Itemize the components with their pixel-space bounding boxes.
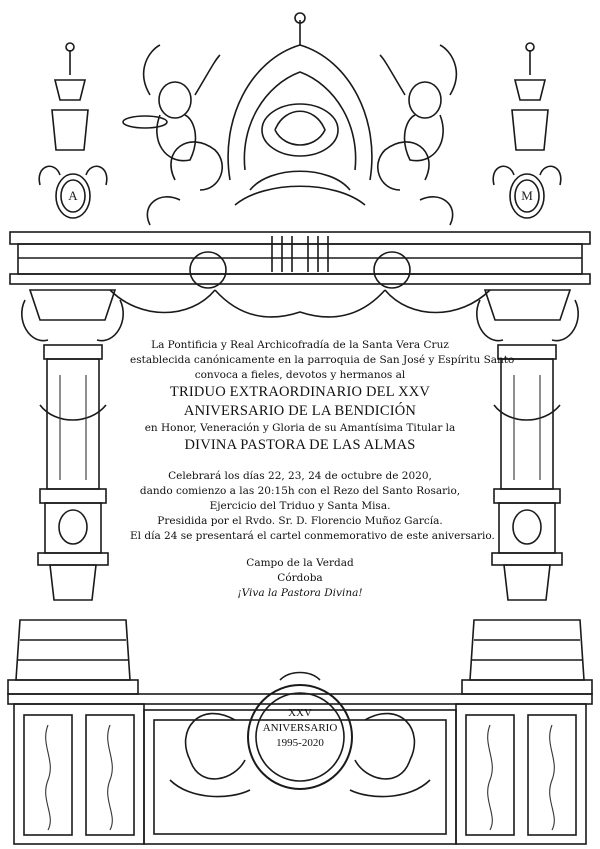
details-line-1: Celebrará los días 22, 23, 24 de octubre de 2020, <box>168 470 432 482</box>
footer-cry: ¡Viva la Pastora Divina! <box>237 587 363 599</box>
details-line-4: Presidida por el Rvdo. Sr. D. Florencio Muñoz García. <box>157 515 443 527</box>
footer-city: Córdoba <box>277 572 323 584</box>
details-line-2: dando comienzo a las 20:15h con el Rezo del Santo Rosario, <box>139 485 461 497</box>
medallion-word: ANIVERSARIO <box>262 722 338 734</box>
details-line-3: Ejercicio del Triduo y Santa Misa. <box>209 500 391 512</box>
details-line-5: El día 24 se presentará el cartel conmemorativo de este aniversario. <box>130 530 495 542</box>
intro-line-3: convoca a fieles, devotos y hermanos al <box>194 369 406 381</box>
medallion-number: XXV <box>288 707 312 719</box>
cartouche-initial-right: M <box>521 188 533 203</box>
intro-line-2: establecida canónicamente en la parroquia de San José y Espíritu Santo <box>130 354 515 366</box>
event-title-line-1: TRIDUO EXTRAORDINARIO DEL XXV <box>169 384 431 400</box>
footer-place: Campo de la Verdad <box>246 557 354 569</box>
honor-line: en Honor, Veneración y Gloria de su Amantísima Titular la <box>144 422 456 434</box>
cartouche-initial-left: A <box>68 188 78 203</box>
titular-name: DIVINA PASTORA DE LAS ALMAS <box>184 437 416 453</box>
medallion-years: 1995-2020 <box>276 737 324 749</box>
event-title-line-2: ANIVERSARIO DE LA BENDICIÓN <box>183 403 417 419</box>
intro-line-1: La Pontificia y Real Archicofradía de la Santa Vera Cruz <box>151 339 449 351</box>
anniversary-medallion <box>262 706 338 751</box>
invitation-text <box>130 338 515 601</box>
